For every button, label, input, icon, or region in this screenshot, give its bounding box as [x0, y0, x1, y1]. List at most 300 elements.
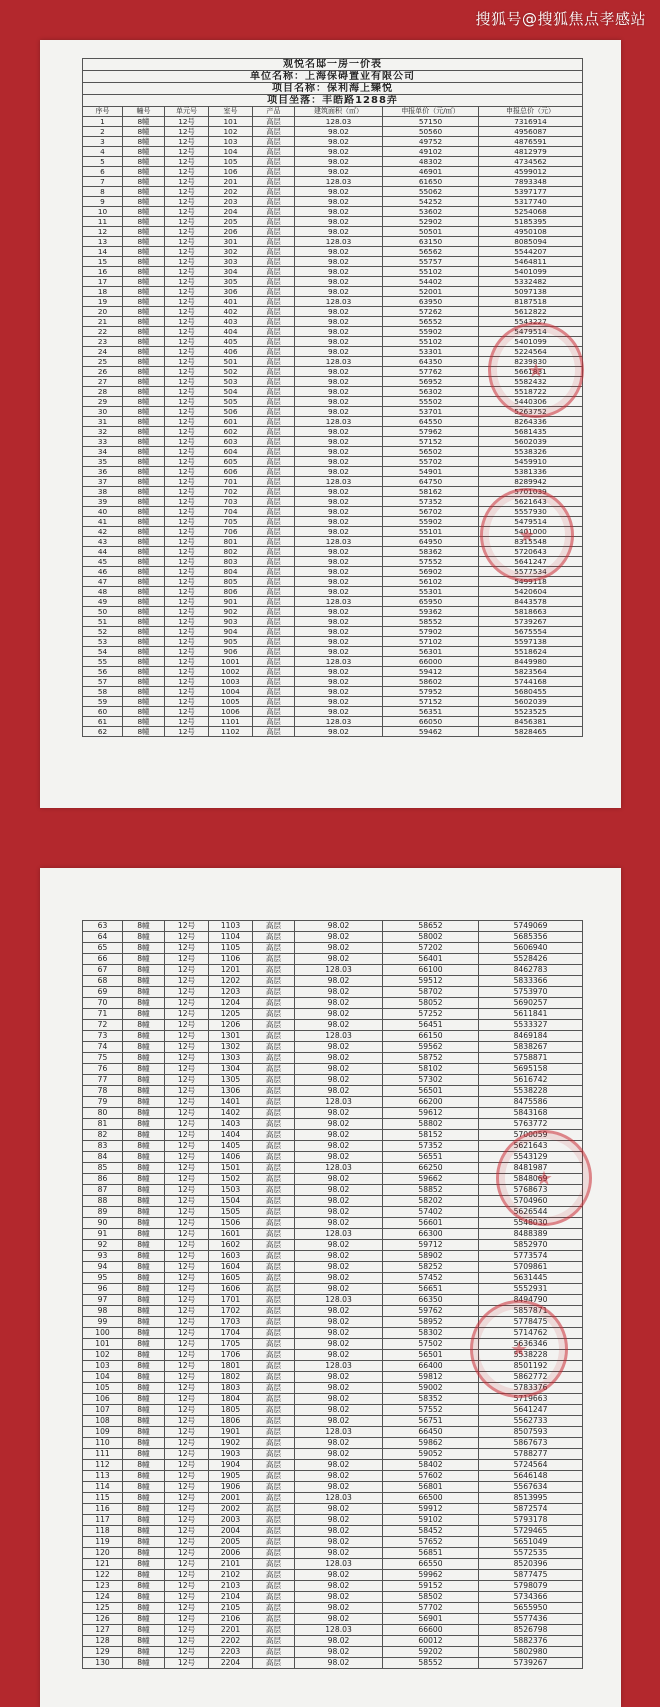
cell-area: 98.02 [295, 1581, 383, 1592]
cell-unit-price: 55102 [383, 267, 479, 277]
cell-unit-price: 58802 [383, 1119, 479, 1130]
cell-total-price: 5606940 [479, 943, 583, 954]
cell-unit-price: 63950 [383, 297, 479, 307]
cell-unit: 12号 [165, 1372, 209, 1383]
cell-product: 高层 [253, 1174, 295, 1185]
cell-unit-price: 59562 [383, 1042, 479, 1053]
cell-building: 8幢 [123, 1471, 165, 1482]
cell-product: 高层 [253, 647, 295, 657]
cell-unit-price: 58402 [383, 1460, 479, 1471]
cell-product: 高层 [253, 527, 295, 537]
table-row [83, 1515, 583, 1526]
cell-index: 31 [83, 417, 123, 427]
cell-product: 高层 [253, 1295, 295, 1306]
cell-unit-price: 57302 [383, 1075, 479, 1086]
cell-unit: 12号 [165, 1526, 209, 1537]
cell-area: 98.02 [295, 367, 383, 377]
cell-area: 128.03 [295, 1559, 383, 1570]
cell-product: 高层 [253, 347, 295, 357]
cell-product: 高层 [253, 1229, 295, 1240]
cell-area: 98.02 [295, 567, 383, 577]
cell-total-price: 5518722 [479, 387, 583, 397]
cell-unit: 12号 [165, 1625, 209, 1636]
cell-total-price: 8494790 [479, 1295, 583, 1306]
cell-product: 高层 [253, 667, 295, 677]
cell-total-price: 5557930 [479, 507, 583, 517]
cell-total-price: 5778475 [479, 1317, 583, 1328]
cell-unit-price: 56301 [383, 647, 479, 657]
cell-unit-price: 58952 [383, 1317, 479, 1328]
cell-unit-price: 57502 [383, 1339, 479, 1350]
cell-unit-price: 54402 [383, 277, 479, 287]
cell-product: 高层 [253, 1163, 295, 1174]
cell-product: 高层 [253, 1559, 295, 1570]
cell-area: 98.02 [295, 1251, 383, 1262]
cell-area: 98.02 [295, 407, 383, 417]
table-row [83, 1031, 583, 1042]
cell-product: 高层 [253, 297, 295, 307]
cell-area: 98.02 [295, 1317, 383, 1328]
cell-unit: 12号 [165, 457, 209, 467]
table-row [83, 297, 583, 307]
cell-total-price: 5548030 [479, 1218, 583, 1229]
cell-building: 8幢 [123, 1207, 165, 1218]
cell-total-price: 5848069 [479, 1174, 583, 1185]
cell-room: 1004 [209, 687, 253, 697]
cell-area: 98.02 [295, 327, 383, 337]
cell-building: 8幢 [123, 127, 165, 137]
cell-product: 高层 [253, 1284, 295, 1295]
cell-area: 98.02 [295, 1108, 383, 1119]
cell-building: 8幢 [123, 1427, 165, 1438]
cell-total-price: 8239830 [479, 357, 583, 367]
cell-index: 94 [83, 1262, 123, 1273]
cell-area: 128.03 [295, 177, 383, 187]
cell-index: 72 [83, 1020, 123, 1031]
cell-product: 高层 [253, 987, 295, 998]
cell-unit-price: 54252 [383, 197, 479, 207]
cell-room: 1606 [209, 1284, 253, 1295]
cell-product: 高层 [253, 1350, 295, 1361]
cell-product: 高层 [253, 267, 295, 277]
cell-unit-price: 59662 [383, 1174, 479, 1185]
cell-building: 8幢 [123, 187, 165, 197]
cell-unit: 12号 [165, 1284, 209, 1295]
cell-unit: 12号 [165, 1361, 209, 1372]
table-row [83, 998, 583, 1009]
cell-unit-price: 64550 [383, 417, 479, 427]
cell-room: 802 [209, 547, 253, 557]
cell-index: 30 [83, 407, 123, 417]
cell-total-price: 5254068 [479, 207, 583, 217]
cell-index: 3 [83, 137, 123, 147]
cell-total-price: 5818663 [479, 607, 583, 617]
cell-product: 高层 [253, 1581, 295, 1592]
cell-total-price: 5459910 [479, 457, 583, 467]
cell-index: 108 [83, 1416, 123, 1427]
table-row [83, 667, 583, 677]
cell-product: 高层 [253, 1570, 295, 1581]
column-header-unit: 单元号 [165, 107, 209, 117]
cell-building: 8幢 [123, 1152, 165, 1163]
cell-total-price: 5843168 [479, 1108, 583, 1119]
cell-product: 高层 [253, 1207, 295, 1218]
cell-total-price: 5543129 [479, 1152, 583, 1163]
cell-total-price: 8481987 [479, 1163, 583, 1174]
cell-building: 8幢 [123, 1097, 165, 1108]
cell-area: 98.02 [295, 697, 383, 707]
cell-total-price: 5852970 [479, 1240, 583, 1251]
cell-total-price: 5823564 [479, 667, 583, 677]
cell-building: 8幢 [123, 677, 165, 687]
cell-unit: 12号 [165, 1207, 209, 1218]
cell-total-price: 5701039 [479, 487, 583, 497]
cell-index: 41 [83, 517, 123, 527]
cell-unit: 12号 [165, 921, 209, 932]
table-row [83, 1482, 583, 1493]
cell-total-price: 5749069 [479, 921, 583, 932]
cell-product: 高层 [253, 1086, 295, 1097]
cell-index: 43 [83, 537, 123, 547]
cell-unit: 12号 [165, 687, 209, 697]
cell-index: 24 [83, 347, 123, 357]
cell-building: 8幢 [123, 267, 165, 277]
column-header-product: 产品 [253, 107, 295, 117]
cell-product: 高层 [253, 1240, 295, 1251]
cell-index: 57 [83, 677, 123, 687]
cell-total-price: 5611841 [479, 1009, 583, 1020]
cell-building: 8幢 [123, 1614, 165, 1625]
cell-index: 85 [83, 1163, 123, 1174]
cell-product: 高层 [253, 965, 295, 976]
cell-total-price: 8507593 [479, 1427, 583, 1438]
cell-area: 98.02 [295, 127, 383, 137]
cell-index: 21 [83, 317, 123, 327]
cell-unit-price: 58602 [383, 677, 479, 687]
cell-unit: 12号 [165, 1427, 209, 1438]
cell-room: 1902 [209, 1438, 253, 1449]
cell-room: 1201 [209, 965, 253, 976]
cell-index: 118 [83, 1526, 123, 1537]
cell-unit: 12号 [165, 1185, 209, 1196]
cell-unit: 12号 [165, 317, 209, 327]
cell-unit: 12号 [165, 1240, 209, 1251]
cell-index: 124 [83, 1592, 123, 1603]
cell-product: 高层 [253, 427, 295, 437]
cell-unit-price: 56702 [383, 507, 479, 517]
cell-total-price: 8449980 [479, 657, 583, 667]
cell-building: 8幢 [123, 1130, 165, 1141]
cell-index: 82 [83, 1130, 123, 1141]
cell-unit: 12号 [165, 477, 209, 487]
cell-room: 1401 [209, 1097, 253, 1108]
cell-unit: 12号 [165, 1306, 209, 1317]
cell-total-price: 5704960 [479, 1196, 583, 1207]
cell-unit: 12号 [165, 227, 209, 237]
cell-total-price: 5636346 [479, 1339, 583, 1350]
table-row [83, 457, 583, 467]
cell-unit: 12号 [165, 207, 209, 217]
cell-index: 23 [83, 337, 123, 347]
cell-unit-price: 57152 [383, 437, 479, 447]
cell-total-price: 5538326 [479, 447, 583, 457]
cell-index: 128 [83, 1636, 123, 1647]
cell-total-price: 5690257 [479, 998, 583, 1009]
cell-room: 703 [209, 497, 253, 507]
cell-building: 8幢 [123, 1196, 165, 1207]
cell-total-price: 5538228 [479, 1086, 583, 1097]
table-row [83, 1240, 583, 1251]
cell-building: 8幢 [123, 1328, 165, 1339]
cell-room: 205 [209, 217, 253, 227]
cell-unit: 12号 [165, 1229, 209, 1240]
cell-area: 98.02 [295, 547, 383, 557]
cell-unit: 12号 [165, 567, 209, 577]
cell-total-price: 5523525 [479, 707, 583, 717]
cell-product: 高层 [253, 921, 295, 932]
cell-total-price: 5661831 [479, 367, 583, 377]
cell-unit: 12号 [165, 1405, 209, 1416]
cell-building: 8幢 [123, 1636, 165, 1647]
cell-index: 32 [83, 427, 123, 437]
cell-room: 1005 [209, 697, 253, 707]
cell-product: 高层 [253, 717, 295, 727]
cell-product: 高层 [253, 457, 295, 467]
cell-room: 1405 [209, 1141, 253, 1152]
cell-building: 8幢 [123, 943, 165, 954]
cell-product: 高层 [253, 1053, 295, 1064]
table-row [83, 1548, 583, 1559]
cell-area: 98.02 [295, 1405, 383, 1416]
cell-unit-price: 57552 [383, 1405, 479, 1416]
cell-total-price: 8513995 [479, 1493, 583, 1504]
cell-total-price: 5479514 [479, 327, 583, 337]
cell-unit-price: 50560 [383, 127, 479, 137]
cell-product: 高层 [253, 637, 295, 647]
cell-area: 98.02 [295, 1504, 383, 1515]
cell-unit: 12号 [165, 217, 209, 227]
column-header-unit-price: 申报单价（元/㎡） [383, 107, 479, 117]
cell-area: 98.02 [295, 517, 383, 527]
cell-total-price: 5543227 [479, 317, 583, 327]
cell-building: 8幢 [123, 427, 165, 437]
cell-room: 1706 [209, 1350, 253, 1361]
cell-index: 65 [83, 943, 123, 954]
cell-product: 高层 [253, 507, 295, 517]
cell-total-price: 5397177 [479, 187, 583, 197]
price-sheet-page-1 [40, 40, 621, 808]
cell-product: 高层 [253, 147, 295, 157]
cell-total-price: 5744168 [479, 677, 583, 687]
cell-building: 8幢 [123, 477, 165, 487]
cell-product: 高层 [253, 657, 295, 667]
cell-building: 8幢 [123, 257, 165, 267]
table-row [83, 257, 583, 267]
cell-total-price: 5753970 [479, 987, 583, 998]
cell-unit-price: 57402 [383, 1207, 479, 1218]
cell-room: 1404 [209, 1130, 253, 1141]
cell-room: 1704 [209, 1328, 253, 1339]
cell-unit: 12号 [165, 157, 209, 167]
cell-unit-price: 56551 [383, 1152, 479, 1163]
table-row [83, 1526, 583, 1537]
cell-room: 1406 [209, 1152, 253, 1163]
cell-unit-price: 57352 [383, 1141, 479, 1152]
cell-unit-price: 59202 [383, 1647, 479, 1658]
cell-index: 90 [83, 1218, 123, 1229]
table-row [83, 477, 583, 487]
cell-area: 128.03 [295, 477, 383, 487]
cell-unit-price: 57252 [383, 1009, 479, 1020]
cell-total-price: 4950108 [479, 227, 583, 237]
cell-unit-price: 66400 [383, 1361, 479, 1372]
cell-total-price: 5700059 [479, 1130, 583, 1141]
cell-area: 98.02 [295, 627, 383, 637]
cell-total-price: 5626544 [479, 1207, 583, 1218]
cell-unit-price: 56501 [383, 1350, 479, 1361]
cell-product: 高层 [253, 467, 295, 477]
cell-unit: 12号 [165, 1647, 209, 1658]
cell-index: 9 [83, 197, 123, 207]
cell-room: 103 [209, 137, 253, 147]
cell-total-price: 8456381 [479, 717, 583, 727]
cell-unit: 12号 [165, 267, 209, 277]
cell-total-price: 5720643 [479, 547, 583, 557]
cell-product: 高层 [253, 1482, 295, 1493]
cell-total-price: 5872574 [479, 1504, 583, 1515]
cell-product: 高层 [253, 697, 295, 707]
cell-unit: 12号 [165, 587, 209, 597]
table-row [83, 954, 583, 965]
cell-unit: 12号 [165, 1658, 209, 1669]
cell-product: 高层 [253, 1548, 295, 1559]
cell-room: 2106 [209, 1614, 253, 1625]
cell-index: 76 [83, 1064, 123, 1075]
cell-total-price: 5597138 [479, 637, 583, 647]
cell-area: 98.02 [295, 587, 383, 597]
cell-unit: 12号 [165, 1559, 209, 1570]
cell-unit-price: 57762 [383, 367, 479, 377]
cell-index: 102 [83, 1350, 123, 1361]
cell-unit-price: 66150 [383, 1031, 479, 1042]
cell-building: 8幢 [123, 1295, 165, 1306]
cell-index: 68 [83, 976, 123, 987]
cell-building: 8幢 [123, 237, 165, 247]
cell-room: 1103 [209, 921, 253, 932]
cell-building: 8幢 [123, 1108, 165, 1119]
cell-room: 702 [209, 487, 253, 497]
cell-index: 54 [83, 647, 123, 657]
cell-unit: 12号 [165, 597, 209, 607]
cell-area: 98.02 [295, 1372, 383, 1383]
cell-room: 2203 [209, 1647, 253, 1658]
cell-unit-price: 59762 [383, 1306, 479, 1317]
cell-index: 26 [83, 367, 123, 377]
cell-unit-price: 58202 [383, 1196, 479, 1207]
cell-unit: 12号 [165, 1020, 209, 1031]
cell-building: 8幢 [123, 998, 165, 1009]
cell-index: 109 [83, 1427, 123, 1438]
cell-unit: 12号 [165, 347, 209, 357]
cell-building: 8幢 [123, 607, 165, 617]
cell-area: 98.02 [295, 987, 383, 998]
cell-product: 高层 [253, 487, 295, 497]
cell-index: 100 [83, 1328, 123, 1339]
cell-area: 98.02 [295, 207, 383, 217]
cell-room: 805 [209, 577, 253, 587]
cell-unit: 12号 [165, 517, 209, 527]
cell-product: 高层 [253, 1383, 295, 1394]
cell-unit-price: 58102 [383, 1064, 479, 1075]
cell-area: 98.02 [295, 267, 383, 277]
sheet-title: 观悦名邸一房一价表 [83, 59, 583, 71]
cell-total-price: 5577436 [479, 1614, 583, 1625]
cell-room: 1204 [209, 998, 253, 1009]
cell-area: 128.03 [295, 717, 383, 727]
cell-area: 98.02 [295, 337, 383, 347]
cell-area: 98.02 [295, 1394, 383, 1405]
cell-total-price: 5719663 [479, 1394, 583, 1405]
cell-room: 604 [209, 447, 253, 457]
cell-area: 98.02 [295, 1438, 383, 1449]
cell-area: 98.02 [295, 257, 383, 267]
cell-total-price: 5567634 [479, 1482, 583, 1493]
cell-unit: 12号 [165, 1548, 209, 1559]
cell-area: 98.02 [295, 397, 383, 407]
cell-total-price: 5773574 [479, 1251, 583, 1262]
cell-room: 1904 [209, 1460, 253, 1471]
table-row [83, 1504, 583, 1515]
cell-building: 8幢 [123, 347, 165, 357]
cell-building: 8幢 [123, 487, 165, 497]
cell-building: 8幢 [123, 1064, 165, 1075]
cell-room: 304 [209, 267, 253, 277]
cell-unit-price: 59612 [383, 1108, 479, 1119]
cell-product: 高层 [253, 1416, 295, 1427]
cell-product: 高层 [253, 1317, 295, 1328]
official-seal-stamp [470, 1300, 568, 1398]
cell-product: 高层 [253, 1361, 295, 1372]
cell-unit: 12号 [165, 1064, 209, 1075]
cell-unit-price: 56651 [383, 1284, 479, 1295]
column-header-room: 室号 [209, 107, 253, 117]
cell-unit: 12号 [165, 1383, 209, 1394]
cell-unit: 12号 [165, 998, 209, 1009]
cell-area: 98.02 [295, 1416, 383, 1427]
cell-area: 98.02 [295, 1603, 383, 1614]
cell-room: 2101 [209, 1559, 253, 1570]
cell-index: 130 [83, 1658, 123, 1669]
cell-index: 46 [83, 567, 123, 577]
cell-unit-price: 56751 [383, 1416, 479, 1427]
cell-unit: 12号 [165, 167, 209, 177]
cell-room: 1006 [209, 707, 253, 717]
cell-unit-price: 56102 [383, 577, 479, 587]
cell-product: 高层 [253, 932, 295, 943]
cell-unit-price: 58652 [383, 921, 479, 932]
cell-unit: 12号 [165, 1592, 209, 1603]
table-row [83, 117, 583, 127]
cell-area: 98.02 [295, 1185, 383, 1196]
cell-unit-price: 58702 [383, 987, 479, 998]
cell-unit-price: 55062 [383, 187, 479, 197]
cell-index: 36 [83, 467, 123, 477]
cell-unit: 12号 [165, 127, 209, 137]
cell-area: 98.02 [295, 317, 383, 327]
cell-total-price: 5616742 [479, 1075, 583, 1086]
cell-index: 13 [83, 237, 123, 247]
cell-index: 27 [83, 377, 123, 387]
